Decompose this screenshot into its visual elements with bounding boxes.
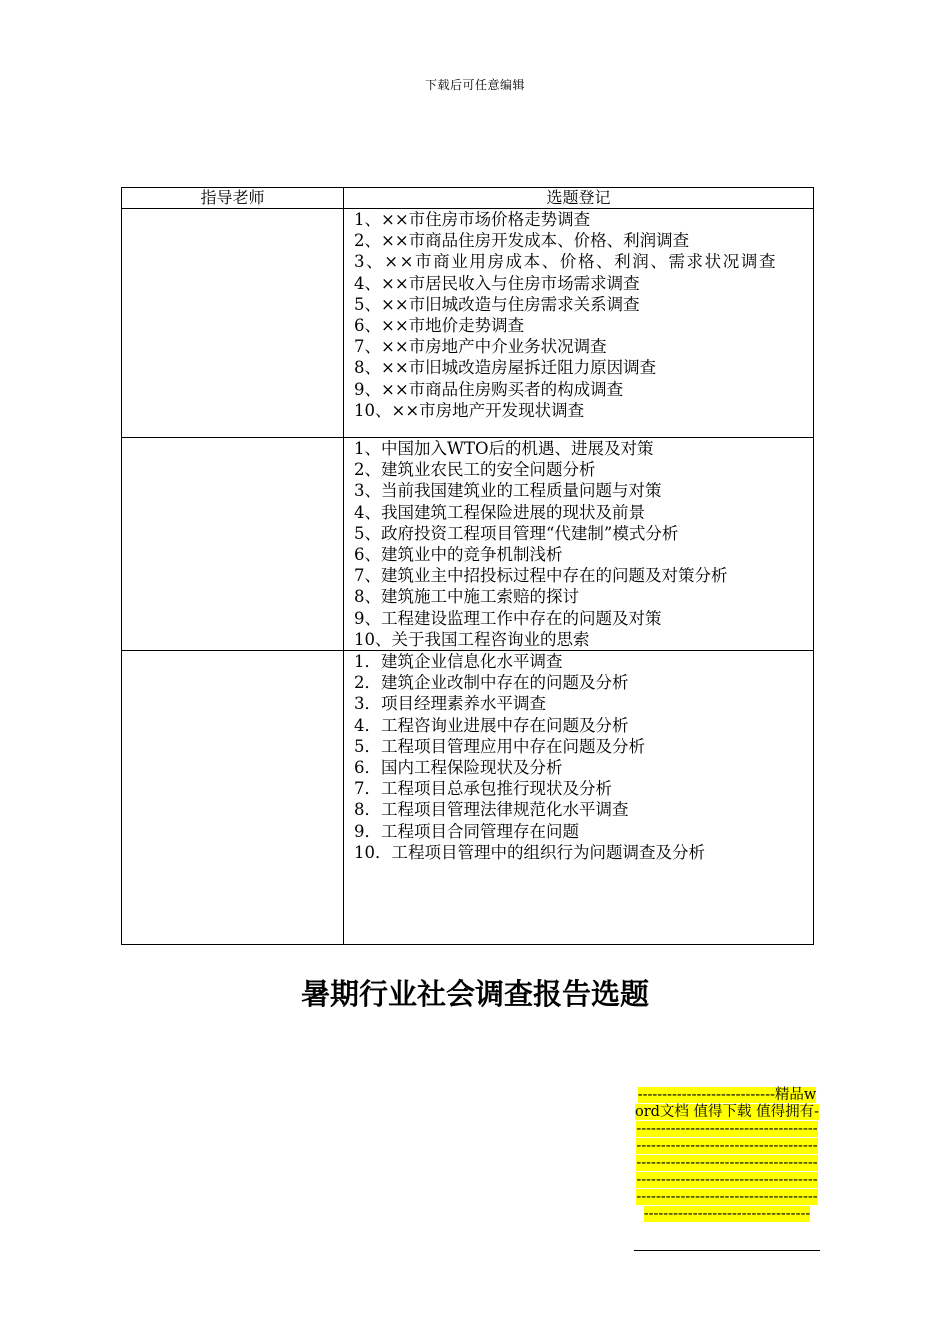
- list-item: 7、建筑业主中招投标过程中存在的问题及对策分析: [354, 566, 728, 586]
- topic-registration-table: [121, 187, 814, 945]
- list-item: 4、××市居民收入与住房市场需求调查: [354, 273, 640, 293]
- list-item: 9、××市商品住房购买者的构成调查: [354, 379, 624, 399]
- table-row: [122, 209, 814, 438]
- footer-advert: [634, 1087, 820, 1251]
- topic-list-cell: [344, 651, 814, 945]
- header-teacher: 指导老师: [122, 188, 344, 209]
- table-row: [122, 651, 814, 945]
- list-item: 7、××市房地产中介业务状况调查: [354, 337, 607, 357]
- table-header-row: [122, 188, 814, 209]
- list-item: 5．工程项目管理应用中存在问题及分析: [354, 736, 645, 756]
- topic-list-cell: [344, 438, 814, 651]
- list-item: 3、××市商业用房成本、价格、利润、需求状况调查: [354, 252, 778, 272]
- list-item: 2、××市商品住房开发成本、价格、利润调查: [354, 231, 690, 251]
- list-item: 1、××市住房市场价格走势调查: [354, 210, 591, 229]
- list-item: 10、××市房地产开发现状调查: [354, 400, 585, 420]
- list-item: 10、关于我国工程咨询业的思索: [354, 629, 590, 649]
- topic-list: [344, 438, 813, 650]
- list-item: 3．项目经理素养水平调查: [354, 694, 546, 714]
- list-item: 10．工程项目管理中的组织行为问题调查及分析: [354, 842, 705, 862]
- topic-list: [344, 651, 813, 863]
- teacher-cell: [122, 438, 344, 651]
- header-note: 下载后可任意编辑: [424, 78, 525, 92]
- list-item: 5、政府投资工程项目管理“代建制”模式分析: [354, 523, 679, 543]
- teacher-cell: [122, 651, 344, 945]
- teacher-cell: [122, 209, 344, 438]
- list-item: 9、工程建设监理工作中存在的问题及对策: [354, 608, 662, 628]
- list-item: 6、建筑业中的竞争机制浅析: [354, 545, 563, 565]
- list-item: 1、中国加入WTO后的机遇、进展及对策: [354, 439, 654, 458]
- list-item: 7．工程项目总承包推行现状及分析: [354, 779, 612, 799]
- list-item: 9．工程项目合同管理存在问题: [354, 821, 579, 841]
- list-item: 5、××市旧城改造与住房需求关系调查: [354, 294, 640, 314]
- list-item: 2、建筑业农民工的安全问题分析: [354, 460, 596, 480]
- list-item: 3、当前我国建筑业的工程质量问题与对策: [354, 481, 662, 501]
- page-title: 暑期行业社会调查报告选题: [300, 977, 649, 1011]
- list-item: 6、××市地价走势调查: [354, 316, 525, 336]
- list-item: 8、××市旧城改造房屋拆迁阻力原因调查: [354, 358, 657, 378]
- list-item: 8．工程项目管理法律规范化水平调查: [354, 800, 629, 820]
- footer-advert-box: [634, 1087, 820, 1251]
- footer-advert-text: ----------------------------精品word文档 值得下载 值得拥有----------------------------------------------------------------------------------------------------------------------------------------------------------------------------------------------------------------------------: [634, 1087, 820, 1222]
- list-item: 6．国内工程保险现状及分析: [354, 758, 563, 778]
- table-row: [122, 438, 814, 651]
- list-item: 8、建筑施工中施工索赔的探讨: [354, 587, 579, 607]
- header-topic-registration: 选题登记: [344, 188, 814, 209]
- list-item: 4、我国建筑工程保险进展的现状及前景: [354, 502, 645, 522]
- topic-list-cell: [344, 209, 814, 438]
- list-item: 4．工程咨询业进展中存在问题及分析: [354, 715, 629, 735]
- list-item: 2．建筑企业改制中存在的问题及分析: [354, 673, 629, 693]
- topic-list: [344, 209, 813, 421]
- list-item: 1．建筑企业信息化水平调查: [354, 652, 563, 672]
